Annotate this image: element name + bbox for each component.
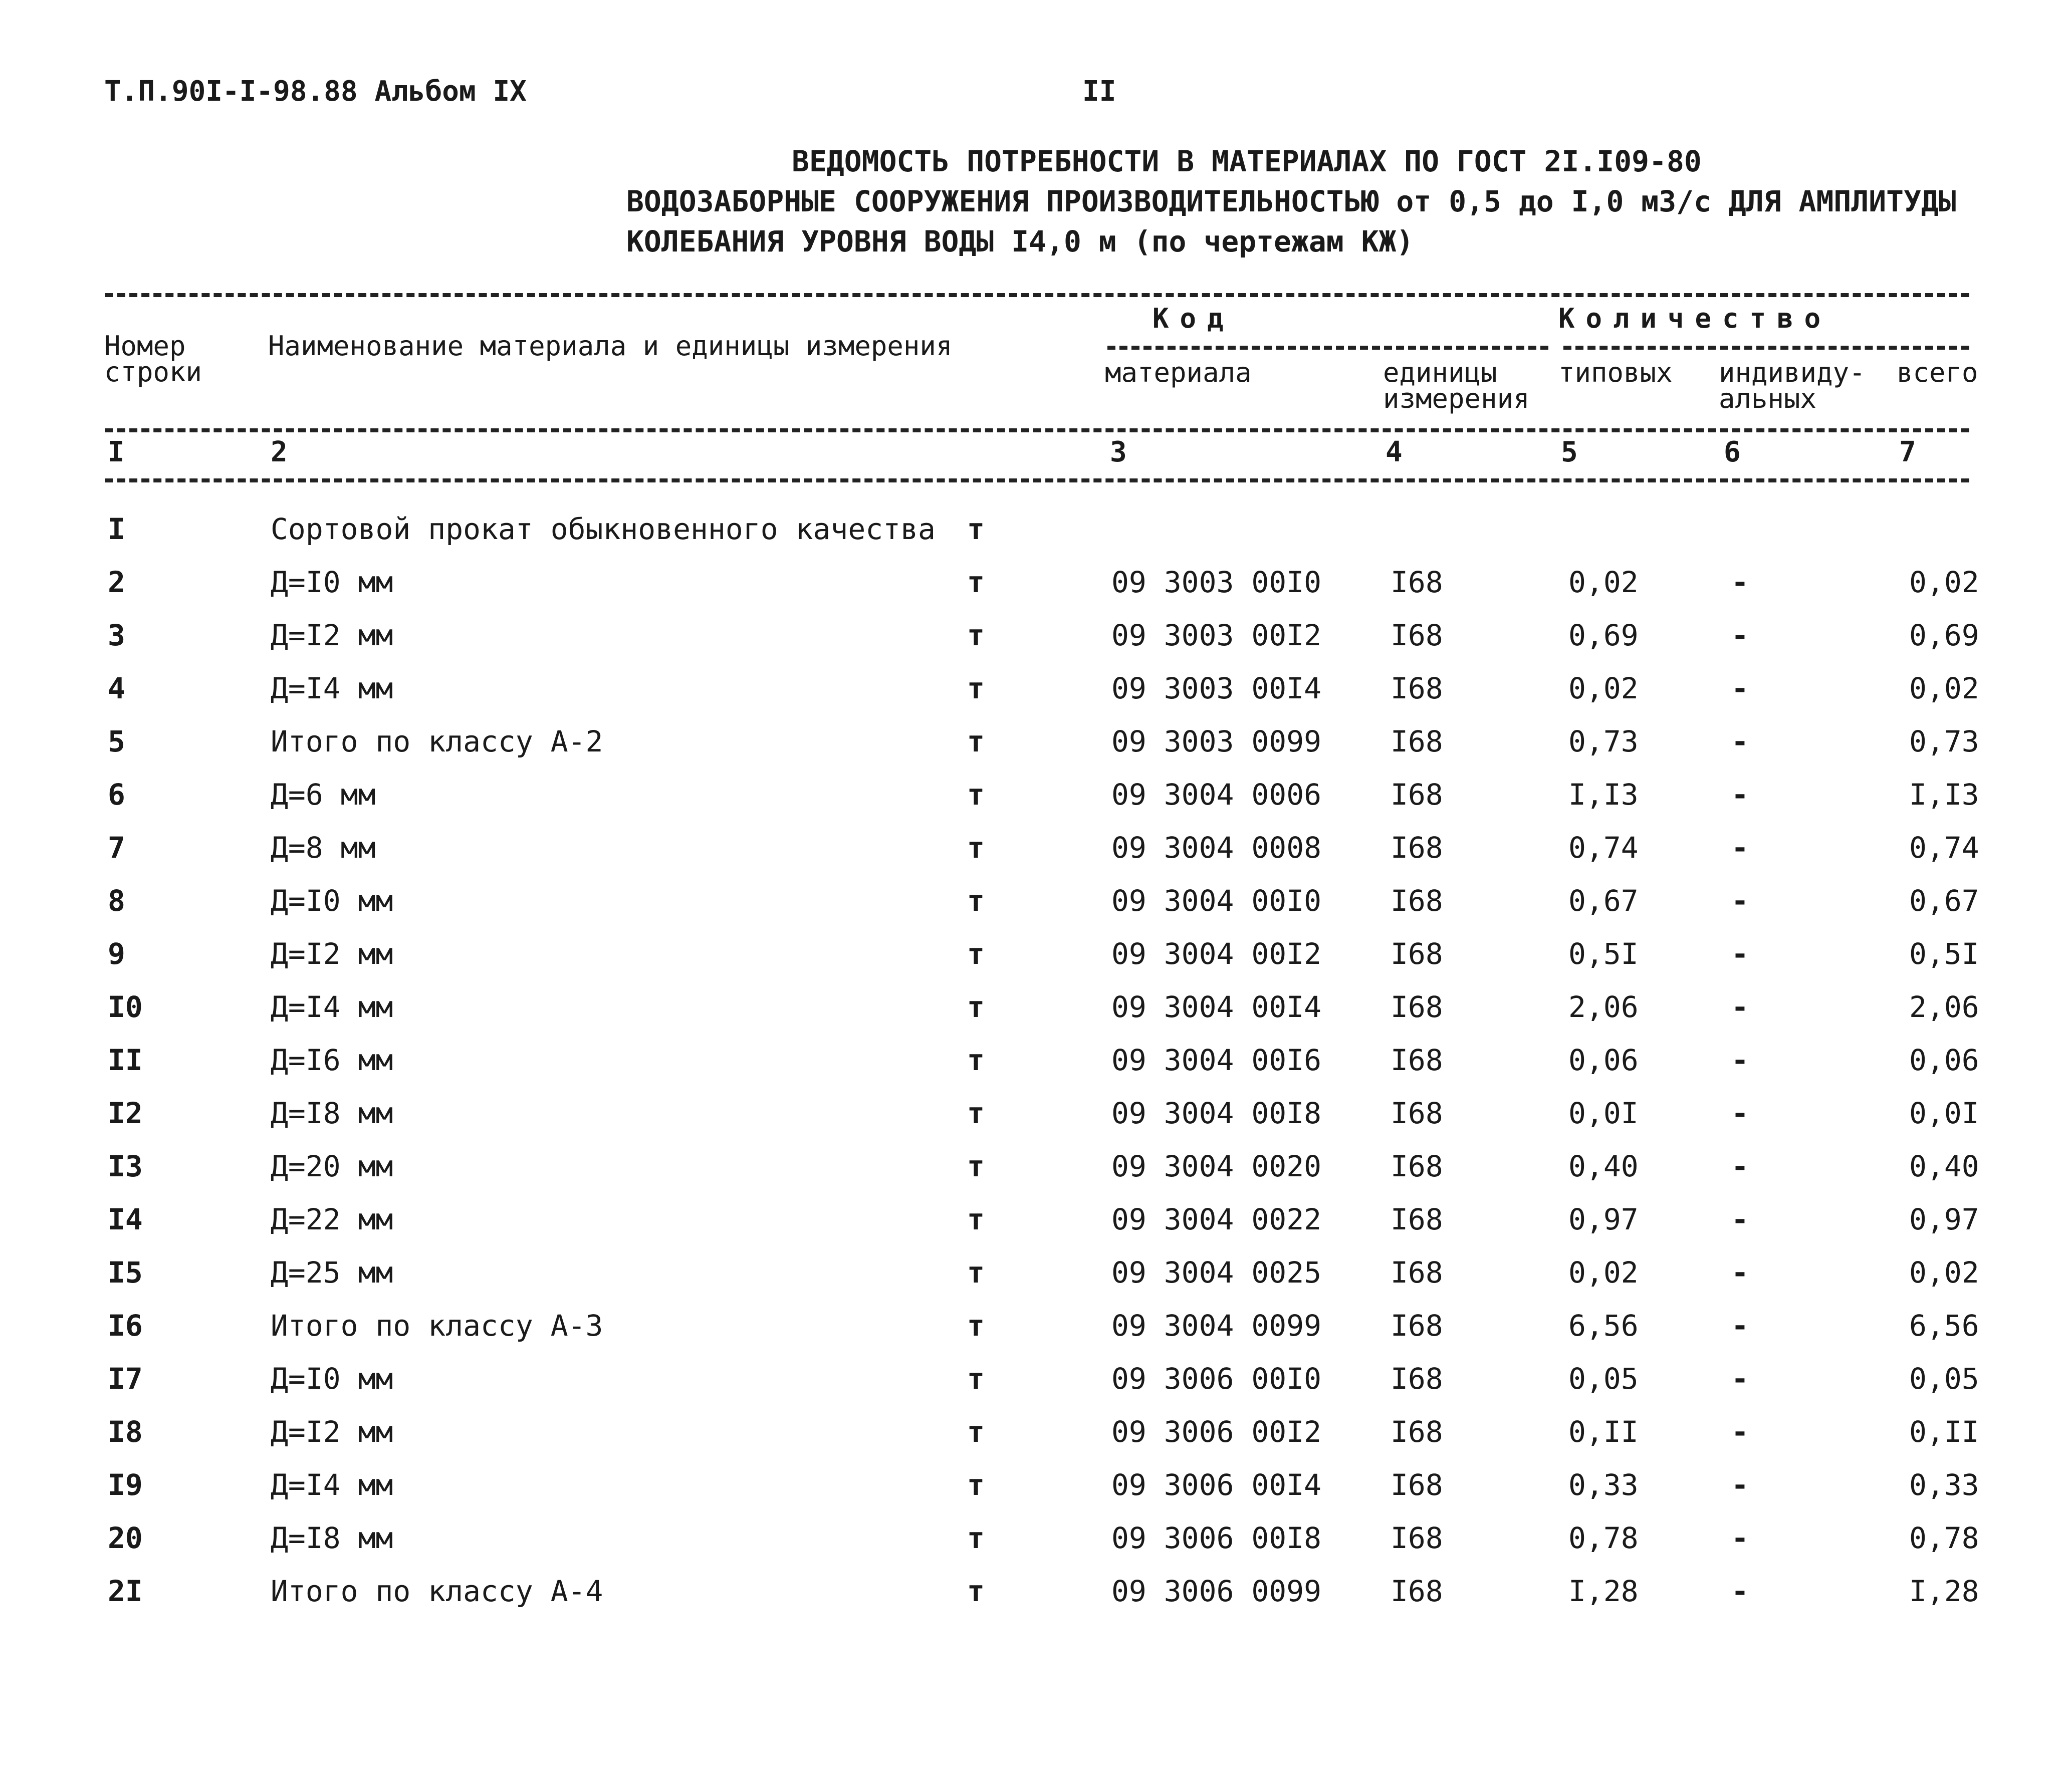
row-number: 3 [108,618,125,652]
row-number: 6 [108,778,125,812]
qty-individual: - [1731,671,1749,705]
material-code: 09 3003 00I4 [1111,671,1322,705]
unit: т [967,618,985,652]
qty-individual: - [1731,1202,1749,1236]
qty-typical: 0,69 [1568,618,1639,652]
qty-typical: 0,74 [1568,831,1639,865]
qty-typical: I,28 [1568,1574,1639,1608]
unit: т [967,565,985,599]
unit-code: I68 [1391,1149,1443,1183]
unit: т [967,724,985,758]
table-row [0,512,2072,565]
table-row [0,831,2072,884]
unit: т [967,671,985,705]
qty-typical: 0,5I [1568,937,1639,971]
material-name: Д=I4 мм [271,990,393,1024]
row-number: I7 [108,1362,143,1396]
material-code: 09 3004 00I2 [1111,937,1322,971]
qty-typical: 0,97 [1568,1202,1639,1236]
unit: т [967,1415,985,1449]
unit: т [967,1043,985,1077]
material-code: 09 3004 0006 [1111,778,1322,812]
column-number: 6 [1724,436,1741,468]
qty-individual: - [1731,1255,1749,1290]
unit-code: I68 [1391,884,1443,918]
unit: т [967,1574,985,1608]
row-number: 4 [108,671,125,705]
qty-total: 0,73 [1909,724,1979,758]
table-row [0,937,2072,990]
table-row [0,778,2072,831]
qty-total: 0,74 [1909,831,1979,865]
qty-total: 0,40 [1909,1149,1979,1183]
table-row [0,990,2072,1043]
unit-code: I68 [1391,1362,1443,1396]
row-number: 7 [108,831,125,865]
row-number: 2I [108,1574,143,1608]
material-code: 09 3004 00I8 [1111,1096,1322,1130]
material-code: 09 3003 00I2 [1111,618,1322,652]
qty-individual: - [1731,724,1749,758]
material-name: Д=I0 мм [271,565,393,599]
unit-code: I68 [1391,937,1443,971]
qty-typical: 2,06 [1568,990,1639,1024]
qty-individual: - [1731,884,1749,918]
unit: т [967,884,985,918]
material-code: 09 3006 00I0 [1111,1362,1322,1396]
material-name: Д=20 мм [271,1149,393,1183]
qty-individual: - [1731,1362,1749,1396]
qty-individual: - [1731,1149,1749,1183]
qty-total: 0,0I [1909,1096,1979,1130]
unit-code: I68 [1391,1521,1443,1555]
table-row [0,671,2072,724]
qty-individual: - [1731,618,1749,652]
unit: т [967,1255,985,1290]
unit: т [967,937,985,971]
qty-individual: - [1731,565,1749,599]
unit-code: I68 [1391,1043,1443,1077]
qty-total: 0,05 [1909,1362,1979,1396]
table-row [0,724,2072,778]
qty-total: 0,02 [1909,671,1979,705]
unit: т [967,1521,985,1555]
row-number: 8 [108,884,125,918]
material-code: 09 3006 00I8 [1111,1521,1322,1555]
material-name: Д=25 мм [271,1255,393,1290]
unit-code: I68 [1391,724,1443,758]
material-name: Д=6 мм [271,778,376,812]
material-name: Д=I2 мм [271,937,393,971]
qty-total: 0,02 [1909,1255,1979,1290]
unit: т [967,1149,985,1183]
unit: т [967,1096,985,1130]
qty-individual: - [1731,1309,1749,1343]
unit-code: I68 [1391,990,1443,1024]
column-number: 7 [1899,436,1916,468]
table-row [0,565,2072,618]
qty-typical: 0,02 [1568,671,1639,705]
unit-code: I68 [1391,1468,1443,1502]
header-qty-typical: типовых [1558,357,1673,388]
material-code: 09 3006 00I4 [1111,1468,1322,1502]
qty-individual: - [1731,1521,1749,1555]
qty-individual: - [1731,831,1749,865]
qty-typical: 0,02 [1568,565,1639,599]
material-code: 09 3004 0008 [1111,831,1322,865]
material-code: 09 3004 00I6 [1111,1043,1322,1077]
material-code: 09 3003 00I0 [1111,565,1322,599]
table-row [0,1309,2072,1362]
title-line-1: ВЕДОМОСТЬ ПОТРЕБНОСТИ В МАТЕРИАЛАХ ПО ГОСТ 2I.I09-80 [792,144,1702,178]
qty-typical: I,I3 [1568,778,1639,812]
material-name: Д=8 мм [271,831,376,865]
table-row [0,1255,2072,1309]
row-number: I0 [108,990,143,1024]
material-code: 09 3006 00I2 [1111,1415,1322,1449]
column-number: 2 [271,436,288,468]
qty-total: 0,II [1909,1415,1979,1449]
unit-code: I68 [1391,1096,1443,1130]
material-name: Д=I4 мм [271,671,393,705]
qty-individual: - [1731,990,1749,1024]
qty-total: 0,69 [1909,618,1979,652]
row-number: 20 [108,1521,143,1555]
material-code: 09 3004 00I0 [1111,884,1322,918]
qty-typical: 0,67 [1568,884,1639,918]
material-code: 09 3004 0020 [1111,1149,1322,1183]
column-number: I [108,436,125,468]
row-number: I2 [108,1096,143,1130]
unit: т [967,1468,985,1502]
material-name: Итого по классу А-3 [271,1309,603,1343]
unit-code: I68 [1391,1202,1443,1236]
row-number: I5 [108,1255,143,1290]
qty-typical: 0,06 [1568,1043,1639,1077]
qty-individual: - [1731,1574,1749,1608]
unit: т [967,778,985,812]
row-number: I9 [108,1468,143,1502]
qty-total: I,28 [1909,1574,1979,1608]
document-code: Т.П.90I-I-98.88 Альбом IX [104,75,527,108]
table-row [0,884,2072,937]
material-name: Д=I8 мм [271,1521,393,1555]
header-row-number: Номер строки [104,330,202,388]
header-rule-colnums-top [105,428,1969,432]
unit: т [967,1362,985,1396]
unit-code: I68 [1391,671,1443,705]
row-number: I6 [108,1309,143,1343]
material-code: 09 3004 0022 [1111,1202,1322,1236]
qty-typical: 0,78 [1568,1521,1639,1555]
row-number: 2 [108,565,125,599]
qty-typical: 6,56 [1568,1309,1639,1343]
unit-code: I68 [1391,1574,1443,1608]
material-code: 09 3003 0099 [1111,724,1322,758]
qty-total: 0,06 [1909,1043,1979,1077]
qty-total: 0,5I [1909,937,1979,971]
qty-total: 0,78 [1909,1521,1979,1555]
material-name: Д=I6 мм [271,1043,393,1077]
qty-typical: 0,33 [1568,1468,1639,1502]
unit: т [967,1309,985,1343]
header-rule-code [1107,346,1548,350]
unit: т [967,512,985,546]
qty-total: 0,02 [1909,565,1979,599]
qty-total: 0,33 [1909,1468,1979,1502]
material-name: Д=I0 мм [271,884,393,918]
qty-typical: 0,0I [1568,1096,1639,1130]
qty-typical: 0,05 [1568,1362,1639,1396]
header-qty-total: всего [1897,357,1978,388]
header-material-code: материала [1105,357,1252,388]
column-number: 4 [1386,436,1403,468]
qty-typical: 0,02 [1568,1255,1639,1290]
unit-code: I68 [1391,778,1443,812]
qty-typical: 0,40 [1568,1149,1639,1183]
qty-typical: 0,73 [1568,724,1639,758]
row-number: II [108,1043,143,1077]
qty-individual: - [1731,778,1749,812]
row-number: I4 [108,1202,143,1236]
page-number: II [1082,75,1116,108]
column-number: 5 [1561,436,1578,468]
material-name: Д=22 мм [271,1202,393,1236]
row-number: I3 [108,1149,143,1183]
unit-code: I68 [1391,1255,1443,1290]
column-number: 3 [1110,436,1127,468]
row-number: I [108,512,125,546]
title-line-2: ВОДОЗАБОРНЫЕ СООРУЖЕНИЯ ПРОИЗВОДИТЕЛЬНОСТЬЮ от 0,5 до I,0 м3/с ДЛЯ АМПЛИТУДЫ [626,184,1956,218]
table-row [0,1521,2072,1574]
unit: т [967,1202,985,1236]
unit-code: I68 [1391,831,1443,865]
title-line-3: КОЛЕБАНИЯ УРОВНЯ ВОДЫ I4,0 м (по чертежам КЖ) [626,224,1414,259]
qty-total: 2,06 [1909,990,1979,1024]
material-name: Д=I8 мм [271,1096,393,1130]
table-row [0,1468,2072,1521]
material-name: Д=I2 мм [271,618,393,652]
material-code: 09 3006 0099 [1111,1574,1322,1608]
row-number: 9 [108,937,125,971]
material-name: Д=I2 мм [271,1415,393,1449]
table-row [0,618,2072,671]
material-code: 09 3004 00I4 [1111,990,1322,1024]
table-row [0,1149,2072,1202]
qty-total: 6,56 [1909,1309,1979,1343]
unit-code: I68 [1391,1415,1443,1449]
header-material-name: Наименование материала и единицы измерения [268,330,953,362]
qty-individual: - [1731,1043,1749,1077]
qty-total: 0,67 [1909,884,1979,918]
table-row [0,1043,2072,1096]
unit: т [967,831,985,865]
unit-code: I68 [1391,565,1443,599]
header-quantity-group: Количество [1558,303,1832,334]
material-code: 09 3004 0025 [1111,1255,1322,1290]
material-name: Сортовой прокат обыкновенного качества [271,512,936,546]
table-row [0,1096,2072,1149]
header-rule-colnums-bottom [105,478,1969,482]
table-row [0,1574,2072,1627]
material-name: Д=I0 мм [271,1362,393,1396]
material-name: Итого по классу А-2 [271,724,603,758]
material-name: Итого по классу А-4 [271,1574,603,1608]
qty-individual: - [1731,1468,1749,1502]
qty-total: 0,97 [1909,1202,1979,1236]
qty-individual: - [1731,1415,1749,1449]
row-number: 5 [108,724,125,758]
header-qty-individual: индивиду- альных [1719,357,1866,414]
qty-typical: 0,II [1568,1415,1639,1449]
table-row [0,1202,2072,1255]
table-row [0,1362,2072,1415]
table-row [0,1415,2072,1468]
header-rule-top [105,293,1969,297]
material-code: 09 3004 0099 [1111,1309,1322,1343]
row-number: I8 [108,1415,143,1449]
header-code-group: Код [1153,303,1235,334]
unit-code: I68 [1391,618,1443,652]
header-rule-qty [1563,346,1969,350]
qty-individual: - [1731,1096,1749,1130]
material-name: Д=I4 мм [271,1468,393,1502]
unit: т [967,990,985,1024]
qty-total: I,I3 [1909,778,1979,812]
unit-code: I68 [1391,1309,1443,1343]
qty-individual: - [1731,937,1749,971]
header-unit-code: единицы измерения [1383,357,1530,414]
